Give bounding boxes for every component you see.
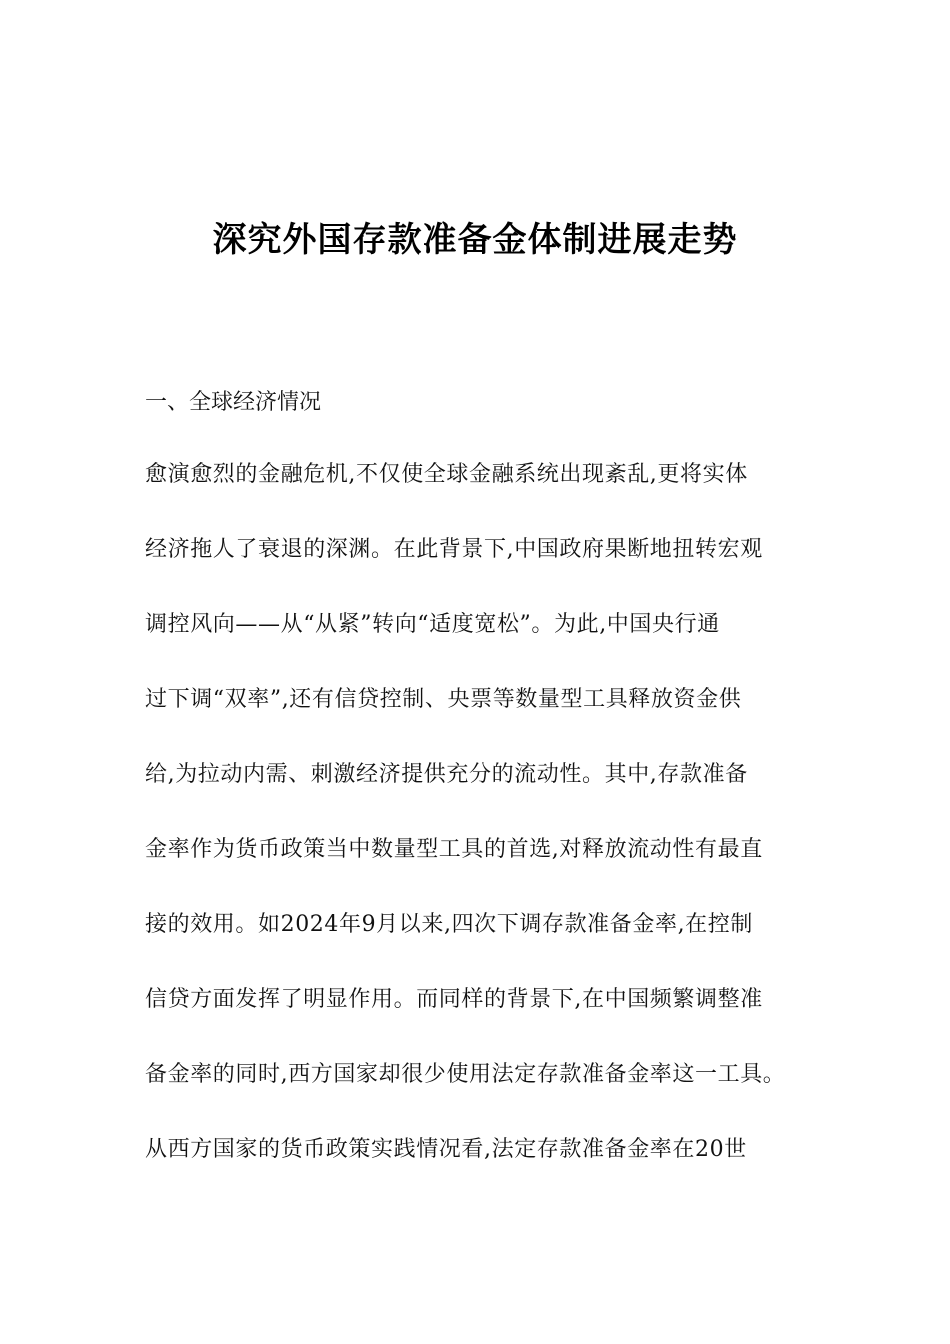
- paragraph-line: 经济拖人了衰退的深渊。在此背景下,中国政府果断地扭转宏观: [145, 537, 763, 562]
- paragraph-line: 过下调“双率”,还有信贷控制、央票等数量型工具释放资金供: [145, 687, 742, 712]
- paragraph-line: 备金率的同时,西方国家却很少使用法定存款准备金率这一工具。: [145, 1062, 786, 1087]
- paragraph-line: 接的效用。如2024年9月以来,四次下调存款准备金率,在控制: [145, 912, 753, 937]
- paragraph-line: 从西方国家的货币政策实践情况看,法定存款准备金率在20世: [145, 1137, 747, 1162]
- paragraph-line: 调控风向——从“从紧”转向“适度宽松”。为此,中国央行通: [145, 612, 720, 637]
- paragraph-line: 金率作为货币政策当中数量型工具的首选,对释放流动性有最直: [145, 837, 763, 862]
- paragraph-line: 愈演愈烈的金融危机,不仅使全球金融系统出现紊乱,更将实体: [145, 462, 748, 487]
- section-heading: 一、全球经济情况: [145, 390, 322, 415]
- paragraph-line: 给,为拉动内需、刺激经济提供充分的流动性。其中,存款准备: [145, 762, 748, 787]
- document-title: 深究外国存款准备金体制进展走势: [212, 220, 738, 260]
- paragraph-line: 信贷方面发挥了明显作用。而同样的背景下,在中国频繁调整准: [145, 987, 763, 1012]
